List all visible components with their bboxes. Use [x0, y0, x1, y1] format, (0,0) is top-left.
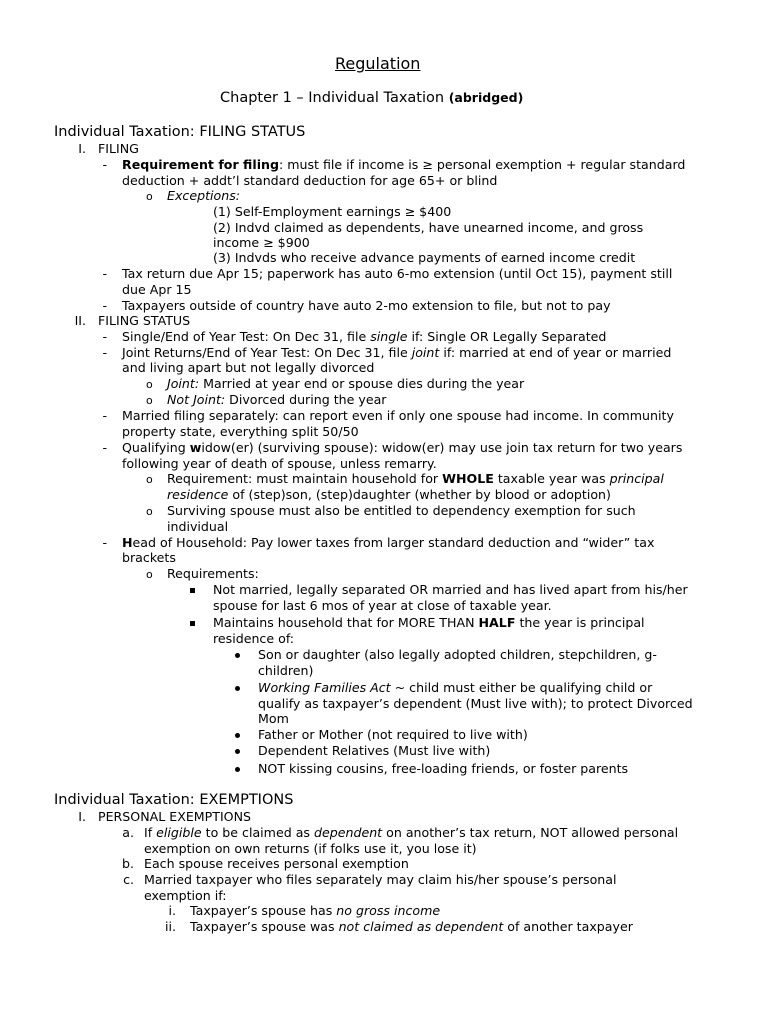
outline-label-personal-exemptions: PERSONAL EXEMPTIONS	[98, 809, 252, 824]
emphasis: residence	[167, 487, 229, 502]
bold-word: HALF	[478, 615, 516, 630]
square-bullet	[190, 588, 195, 593]
not-married-line1: Not married, legally separated OR married and has lived apart from his/her	[213, 582, 688, 597]
text-run: taxable year was	[493, 471, 610, 486]
qualifying-widow-line1	[122, 440, 682, 455]
exception-1: (1) Self-Employment earnings ≥ $400	[213, 204, 452, 219]
section-heading-filing-status	[54, 123, 305, 141]
roman-marker: I.	[78, 809, 86, 824]
joint-test-line2: and living apart but not legally divorced	[122, 360, 375, 375]
dot-bullet	[235, 733, 240, 738]
chapter-main: Chapter 1 – Individual Taxation	[220, 90, 449, 106]
doc-title: Regulation	[335, 54, 421, 73]
roman-marker: I.	[78, 141, 86, 156]
requirements-label: Requirements:	[167, 566, 259, 581]
working-families-line3: Mom	[258, 711, 289, 726]
dash-marker: -	[102, 408, 107, 423]
son-or-daughter-line2: children)	[258, 663, 314, 678]
exceptions-label: Exceptions:	[167, 188, 241, 203]
dash-marker: -	[102, 440, 107, 455]
section-heading-prefix: Individual Taxation:	[54, 124, 200, 140]
qualifying-widow-line2: following year of death of spouse, unless remarry.	[122, 456, 437, 471]
widow-requirement-line2	[167, 487, 611, 502]
emphasis: not claimed as dependent	[338, 919, 504, 934]
dot-bullet	[235, 686, 240, 691]
text-run: on another’s tax return, NOT allowed personal	[382, 825, 679, 840]
emphasis: Not Joint:	[167, 392, 226, 407]
emphasis: eligible	[156, 825, 202, 840]
text-run: if: Single OR Legally Separated	[407, 329, 607, 344]
chapter-abridged: (abridged)	[448, 90, 524, 105]
text-run: idow(er) (surviving spouse): widow(er) may use join tax return for two years	[201, 440, 683, 455]
bold-word: WHOLE	[442, 471, 494, 486]
requirement-for-filing-line1	[122, 157, 685, 172]
roman-marker: II.	[74, 313, 86, 328]
emphasis: Working Families Act	[258, 680, 391, 695]
head-of-household-line1	[122, 535, 654, 550]
dash-marker: -	[102, 266, 107, 281]
text-run: Married at year end or spouse dies during the year	[199, 376, 525, 391]
section-heading-topic: EXEMPTIONS	[199, 792, 294, 808]
emphasis: no gross income	[336, 903, 441, 918]
letter-marker: c.	[123, 872, 134, 887]
exception-3: (3) Indvds who receive advance payments of earned income credit	[213, 250, 636, 265]
exception-2-line2: income ≥ $900	[213, 235, 310, 250]
o-marker: o	[146, 190, 153, 203]
outside-country-extension: Taxpayers outside of country have auto 2-mo extension to file, but not to pay	[122, 298, 611, 313]
text-run: Maintains household that for MORE THAN	[213, 615, 479, 630]
dependent-relatives: Dependent Relatives (Must live with)	[258, 743, 491, 758]
outline-label-filing-status: FILING STATUS	[98, 313, 191, 328]
dash-marker: -	[102, 345, 107, 360]
text-run: Taxpayer’s spouse was	[190, 919, 339, 934]
text-run: Divorced during the year	[225, 392, 387, 407]
letter-marker: a.	[122, 825, 134, 840]
requirement-text: : must file if income is ≥ personal exemption + regular standard	[279, 157, 686, 172]
joint-test-line1	[122, 345, 671, 360]
o-marker: o	[146, 568, 153, 581]
emphasis: principal	[609, 471, 664, 486]
eligible-dependent-line1	[144, 825, 678, 840]
section-heading-prefix: Individual Taxation:	[54, 792, 200, 808]
married-separately-claim-line2: exemption if:	[144, 888, 227, 903]
working-families-line2: qualify as taxpayer’s dependent (Must live with); to protect Divorced	[258, 696, 693, 711]
eligible-dependent-line2: exemption on own returns (if folks use it, you lose it)	[144, 841, 477, 856]
not-married-line2: spouse for last 6 mos of year at close of taxable year.	[213, 598, 552, 613]
outline-label-filing: FILING	[98, 141, 139, 156]
requirement-for-filing-line2: deduction + addt’l standard deduction for age 65+ or blind	[122, 173, 498, 188]
emphasis: joint	[411, 345, 440, 360]
bold-letter: H	[122, 535, 133, 550]
son-or-daughter-line1: Son or daughter (also legally adopted children, stepchildren, g-	[258, 647, 657, 662]
head-of-household-line2: brackets	[122, 550, 176, 565]
square-bullet	[190, 621, 195, 626]
dash-marker: -	[102, 157, 107, 172]
chapter-heading	[220, 89, 523, 107]
o-marker: o	[146, 378, 153, 391]
dash-marker: -	[102, 535, 107, 550]
text-run: Taxpayer’s spouse has	[190, 903, 337, 918]
dot-bullet	[235, 749, 240, 754]
dash-marker: -	[102, 298, 107, 313]
o-marker: o	[146, 505, 153, 518]
each-spouse-exemption: Each spouse receives personal exemption	[144, 856, 409, 871]
text-run: ~ child must either be qualifying child or	[390, 680, 653, 695]
roman-sub-marker: i.	[168, 903, 176, 918]
married-separately-line2: property state, everything split 50/50	[122, 424, 359, 439]
emphasis: Joint:	[167, 376, 200, 391]
tax-return-due-line1: Tax return due Apr 15; paperwork has auto 6-mo extension (until Oct 15), payment still	[122, 266, 673, 281]
not-cousins: NOT kissing cousins, free-loading friends, or foster parents	[258, 761, 629, 776]
o-marker: o	[146, 473, 153, 486]
single-test	[122, 329, 606, 344]
not-joint-definition	[167, 392, 386, 407]
letter-marker: b.	[122, 856, 134, 871]
exception-2-line1: (2) Indvd claimed as dependents, have unearned income, and gross	[213, 220, 644, 235]
spouse-not-claimed	[190, 919, 633, 934]
text-run: of (step)son, (step)daughter (whether by blood or adoption)	[228, 487, 611, 502]
text-run: Single/End of Year Test: On Dec 31, file	[122, 329, 371, 344]
emphasis: single	[370, 329, 408, 344]
dash-marker: -	[102, 329, 107, 344]
text-run: Qualifying	[122, 440, 190, 455]
married-separately-claim-line1: Married taxpayer who files separately may claim his/her spouse’s personal	[144, 872, 617, 887]
surviving-spouse-line2: individual	[167, 519, 229, 534]
text-run: Requirement: must maintain household for	[167, 471, 443, 486]
dot-bullet	[235, 767, 240, 772]
joint-definition	[167, 376, 524, 391]
section-heading-exemptions	[54, 791, 293, 809]
roman-sub-marker: ii.	[164, 919, 176, 934]
married-separately-line1: Married filing separately: can report even if only one spouse had income. In community	[122, 408, 674, 423]
text-run: of another taxpayer	[503, 919, 633, 934]
spouse-no-gross-income	[190, 903, 440, 918]
working-families-line1	[258, 680, 652, 695]
bold-letter: w	[189, 440, 202, 455]
tax-return-due-line2: due Apr 15	[122, 282, 192, 297]
text-run: if: married at end of year or married	[439, 345, 672, 360]
text-run: to be claimed as	[201, 825, 314, 840]
o-marker: o	[146, 394, 153, 407]
dot-bullet	[235, 653, 240, 658]
requirement-label: Requirement for filing	[122, 157, 279, 172]
emphasis: dependent	[313, 825, 383, 840]
text-run: Joint Returns/End of Year Test: On Dec 31, file	[122, 345, 412, 360]
section-heading-topic: FILING STATUS	[199, 124, 306, 140]
text-run: If	[144, 825, 157, 840]
text-run: the year is principal	[515, 615, 645, 630]
maintains-household-line2: residence of:	[213, 631, 295, 646]
text-run: ead of Household: Pay lower taxes from larger standard deduction and “wider” tax	[132, 535, 655, 550]
widow-requirement-line1	[167, 471, 664, 486]
father-or-mother: Father or Mother (not required to live with)	[258, 727, 528, 742]
surviving-spouse-line1: Surviving spouse must also be entitled to dependency exemption for such	[167, 503, 636, 518]
maintains-household-line1	[213, 615, 645, 630]
